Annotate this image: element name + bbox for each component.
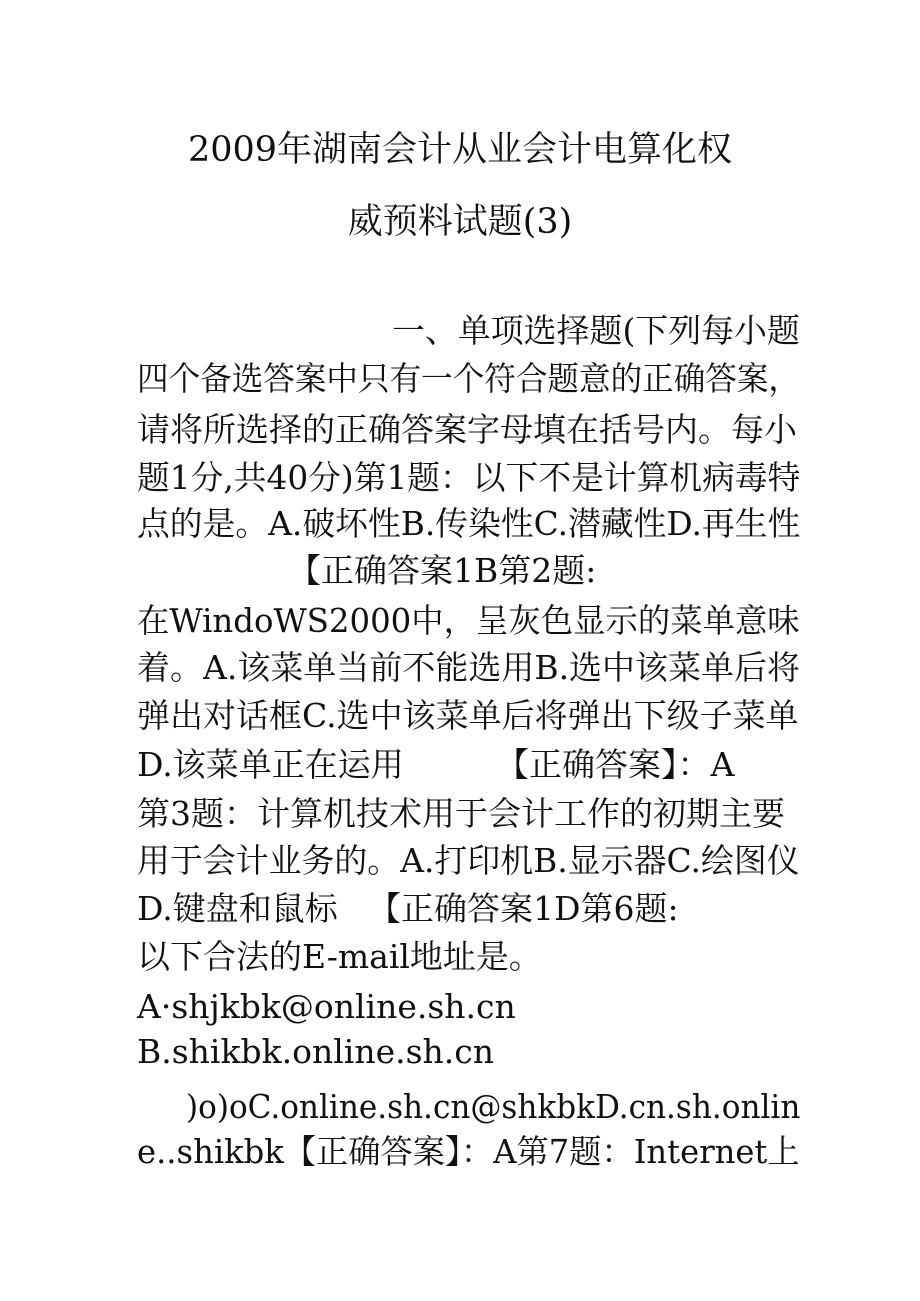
body-line: 在WindoWS2000中，呈灰色显示的菜单意味 — [137, 601, 800, 640]
document-title-line-1: 2009年湖南会计从业会计电算化权 — [187, 130, 733, 170]
body-line: 题1分,共40分)第1题：以下不是计算机病毒特 — [137, 458, 801, 497]
body-line: 点的是。A.破坏性B.传染性C.潜藏性D.再生性 — [137, 504, 801, 543]
body-line: 请将所选择的正确答案字母填在括号内。每小 — [137, 410, 797, 449]
body-line: 用于会计业务的。A.打印机B.显示器C.绘图仪 — [137, 841, 800, 880]
body-line: 第3题：计算机技术用于会计工作的初期主要 — [137, 794, 785, 833]
body-line: 四个备选答案中只有一个符合题意的正确答案， — [137, 359, 800, 398]
body-line: e..shikbk【正确答案】：A第7题：Internet上 — [137, 1132, 800, 1171]
body-line: B.shikbk.online.sh.cn — [137, 1032, 495, 1071]
body-line: 【正确答案1D第6题: — [368, 889, 679, 928]
body-line: D.该菜单正在运用 — [137, 745, 404, 784]
body-line: 一、单项选择题(下列每小题 — [392, 311, 800, 350]
document-title-line-2: 威预料试题(3) — [347, 202, 573, 242]
body-line: 【正确答案】：A — [496, 745, 735, 784]
body-line: 弹出对话框C.选中该菜单后将弹出下级子菜单 — [137, 696, 799, 735]
body-line: 着。A.该菜单当前不能选用B.选中该菜单后将 — [137, 648, 801, 687]
body-line: )o)oC.online.sh.cn@shkbkD.cn.sh.onlin — [186, 1087, 801, 1126]
body-line: A·shjkbk@online.sh.cn — [137, 987, 516, 1026]
body-line: 以下合法的E-mail地址是。 — [137, 937, 542, 976]
body-line: 【正确答案1B第2题: — [288, 551, 597, 590]
body-line: D.键盘和鼠标 — [137, 889, 338, 928]
